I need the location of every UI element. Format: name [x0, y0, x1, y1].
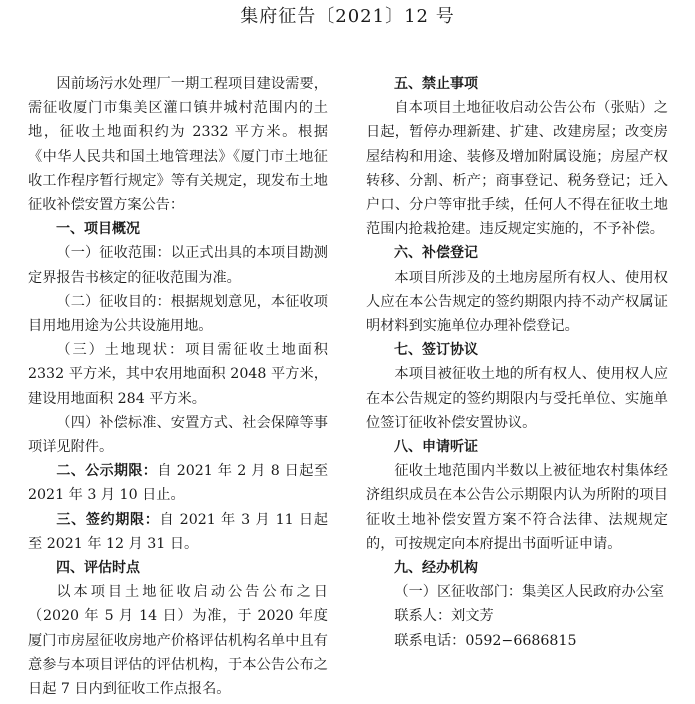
- contact-person: 联系人：刘文芳: [394, 608, 494, 625]
- left-column: [28, 72, 328, 701]
- section-2-heading: 二、公示期限：: [56, 463, 158, 480]
- section-9-heading: 九、经办机构: [394, 560, 478, 577]
- section-7-paragraph: 本项目被征收土地的所有权人、使用权人应在本公告规定的签约期限内与受托单位、实施单位签订征收补偿安置协议。: [366, 366, 668, 431]
- section-8-heading: 八、申请听证: [394, 439, 478, 456]
- section-5-paragraph: 自本项目土地征收启动公告公布（张贴）之日起，暂停办理新建、扩建、改建房屋；改变房屋结构和用途、装修及增加附属设施；房屋产权转移、分割、析产；商事登记、税务登记；迁入户口、分户等审批手续，任何人不得在征收土地范围内抢栽抢建。违反规定实施的，不予补偿。: [366, 100, 668, 238]
- section-7-heading: 七、签订协议: [394, 342, 478, 359]
- right-column: [366, 72, 668, 653]
- intro-paragraph: 因前场污水处理厂一期工程项目建设需要，需征收厦门市集美区灌口镇井城村范围内的土地，征收土地面积约为 2332 平方米。根据《中华人民共和国土地管理法》《厦门市土地征收工作程序暂行规定》等有关规定，现发布土地征收补偿安置方案公告：: [28, 76, 328, 214]
- contact-phone: 联系电话：0592−6686815: [394, 632, 577, 649]
- document-title: 集府征告〔2021〕12 号: [240, 6, 455, 27]
- section-5-heading: 五、禁止事项: [394, 76, 478, 92]
- section-8-paragraph: 征收土地范围内半数以上被征地农村集体经济组织成员在本公告公示期限内认为所附的项目征收土地补偿安置方案不符合法律、法规规定的，可按规定向本府提出书面听证申请。: [366, 463, 668, 552]
- section-1-item-2: （二）征收目的：根据规划意见，本征收项目用地用途为公共设施用地。: [28, 293, 328, 335]
- section-2-text: 自 2021 年 2 月 8 日起至 2021 年 3 月 10 日止。: [28, 463, 329, 504]
- section-2-paragraph: [28, 459, 328, 507]
- section-6-heading: 六、补偿登记: [394, 245, 478, 262]
- section-1-item-3: （三）土地现状：项目需征收土地面积 2332 平方米，其中农用地面积 2048 平方米，建设用地面积 284 平方米。: [28, 342, 328, 407]
- section-3-paragraph: [28, 508, 328, 556]
- section-3-text: 自 2021 年 3 月 11 日起至 2021 年 12 月 31 日。: [28, 511, 329, 552]
- section-1-item-1: （一）征收范围：以正式出具的本项目勘测定界报告书核定的征收范围为准。: [28, 245, 328, 286]
- section-9-item-1: （一）区征收部门：集美区人民政府办公室: [394, 584, 664, 601]
- section-1-heading: 一、项目概况: [56, 221, 140, 238]
- section-1-item-4: （四）补偿标准、安置方式、社会保障等事项详见附件。: [28, 414, 328, 456]
- section-3-heading: 三、签约期限：: [56, 511, 160, 528]
- section-6-paragraph: 本项目所涉及的土地房屋所有权人、使用权人应在本公告规定的签约期限内持不动产权属证明材料到实施单位办理补偿登记。: [366, 269, 668, 335]
- section-4-paragraph: 以本项目土地征收启动公告公布之日（2020 年 5 月 14 日）为准，于 2020 年度厦门市房屋征收房地产价格评估机构名单中且有意参与本项目评估的评估机构，于本公告公布之日起 7 日内到征收工作点报名。: [28, 584, 328, 698]
- section-4-heading: 四、评估时点: [56, 560, 140, 577]
